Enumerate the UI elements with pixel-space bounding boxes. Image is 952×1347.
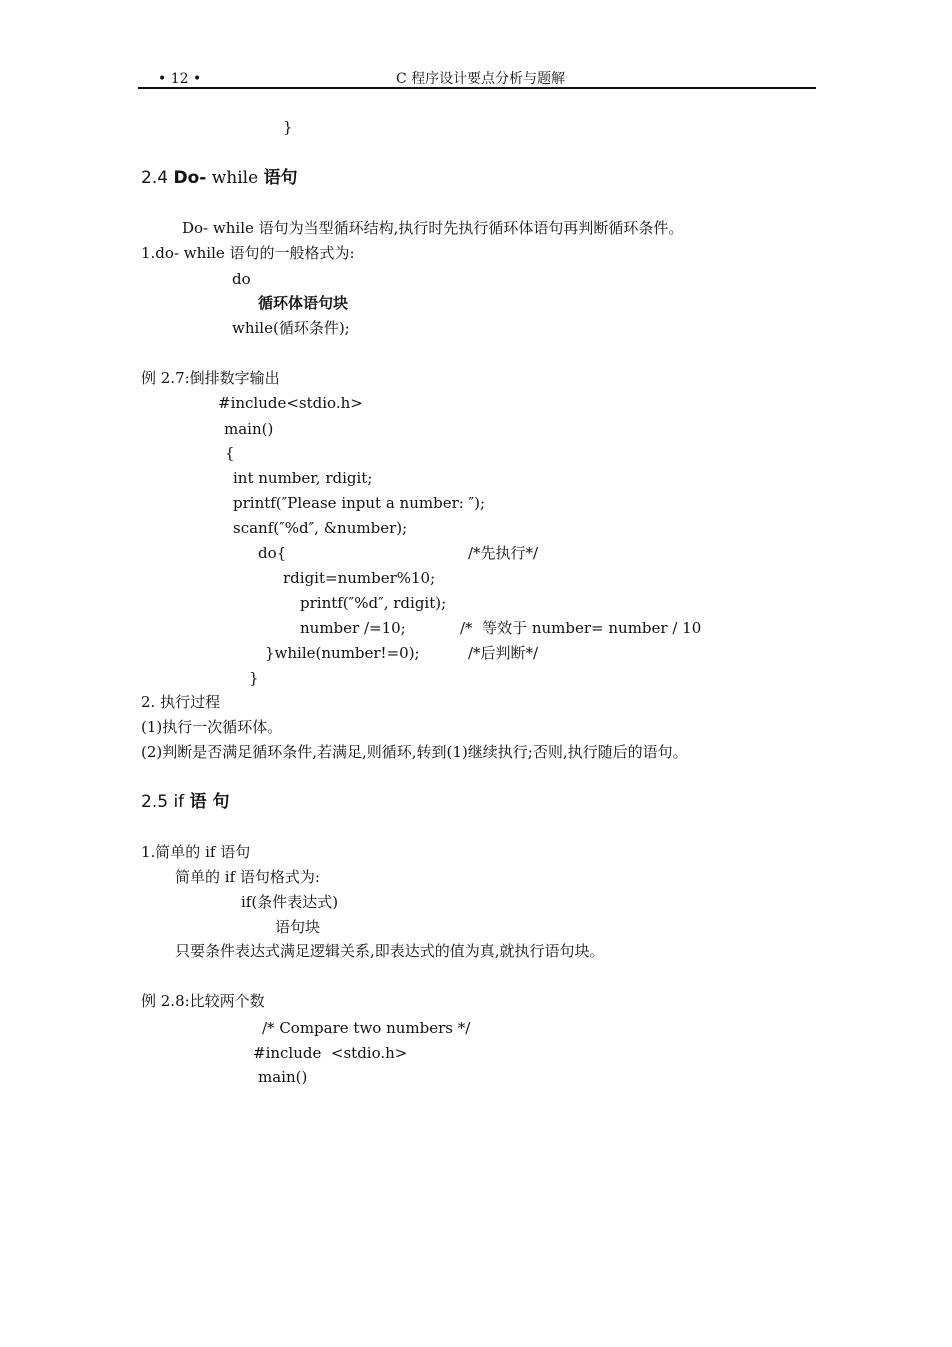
process-step-2: (2)判断是否满足循环条件,若满足,则循环,转到(1)继续执行;否则,执行随后的语句。 — [141, 743, 688, 761]
code-line: printf(″Please input a number: ″); — [233, 494, 486, 512]
book-title: C 程序设计要点分析与题解 — [396, 71, 566, 87]
heading-keyword-while: while — [211, 168, 259, 188]
heading-keyword-do: Do- — [173, 168, 207, 188]
code-line: #include<stdio.h> — [218, 394, 363, 412]
code-line: rdigit=number%10; — [283, 569, 436, 587]
code-line: main() — [258, 1068, 308, 1086]
code-comment: /*后判断*/ — [468, 644, 539, 662]
if-description: 只要条件表达式满足逻辑关系,即表达式的值为真,就执行语句块。 — [175, 942, 605, 960]
format-title: 1.do- while 语句的一般格式为: — [141, 244, 355, 262]
code-line: int number, rdigit; — [233, 469, 373, 487]
format-do: do — [232, 270, 251, 288]
code-comment: /* 等效于 number= number / 10 — [460, 619, 702, 637]
code-line: main() — [224, 420, 274, 438]
code-line: { — [225, 444, 235, 462]
code-line: } — [249, 669, 259, 687]
format-while: while(循环条件); — [232, 319, 350, 337]
code-comment: /* Compare two numbers */ — [262, 1019, 471, 1037]
closing-brace: } — [283, 118, 293, 136]
if-format-title: 简单的 if 语句格式为: — [175, 868, 320, 886]
code-line: }while(number!=0); — [265, 644, 420, 662]
code-line: scanf(″%d″, &number); — [233, 519, 408, 537]
example-2-7-title: 例 2.7:倒排数字输出 — [141, 369, 280, 387]
code-line: #include <stdio.h> — [253, 1044, 408, 1062]
section-heading-2-5 — [141, 794, 230, 811]
header-rule — [138, 87, 816, 89]
process-step-1: (1)执行一次循环体。 — [141, 718, 283, 736]
code-line: printf(″%d″, rdigit); — [300, 594, 447, 612]
section-number: 2.5 — [141, 792, 169, 812]
section-heading-2-4 — [141, 170, 298, 187]
heading-tail: 语句 — [263, 168, 298, 188]
heading-tail: 语 句 — [189, 792, 230, 812]
intro-paragraph: Do- while 语句为当型循环结构,执行时先执行循环体语句再判断循环条件。 — [182, 219, 684, 237]
code-line: do{ — [258, 544, 287, 562]
if-format: if(条件表达式) — [241, 893, 339, 911]
heading-keyword-if: if — [173, 792, 185, 812]
format-body: 循环体语句块 — [258, 294, 349, 312]
section-number: 2.4 — [141, 168, 169, 188]
code-line: number /=10; — [300, 619, 406, 637]
code-comment: /*先执行*/ — [468, 544, 539, 562]
if-block: 语句块 — [275, 918, 321, 936]
example-2-8-title: 例 2.8:比较两个数 — [141, 992, 265, 1010]
process-title: 2. 执行过程 — [141, 693, 221, 711]
if-title: 1.简单的 if 语句 — [141, 843, 251, 861]
page-number: • 12 • — [158, 71, 202, 87]
